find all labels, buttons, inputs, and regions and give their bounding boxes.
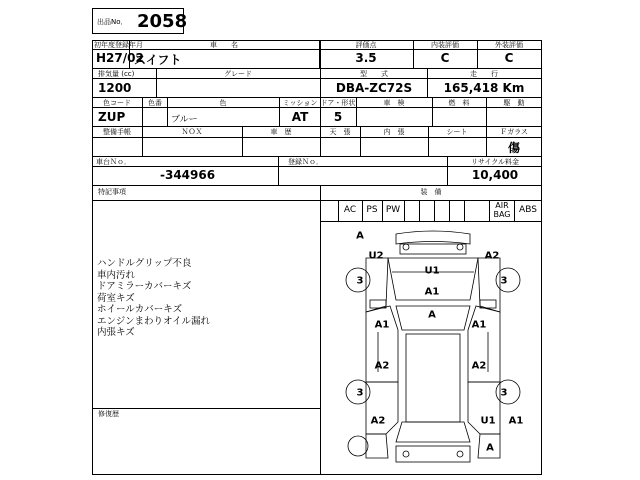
model-value: DBA-ZC72S: [335, 81, 413, 95]
interior-label: 内装評価: [431, 41, 459, 49]
remark-item: ホイールカバーキズ: [97, 304, 183, 315]
first-reg-label: 初年度登録年月: [94, 41, 143, 49]
damage-rear-right-tire: 3: [500, 387, 508, 399]
grade-label: グレード: [224, 70, 252, 78]
score-value: 3.5: [355, 51, 377, 65]
transmission-value: AT: [291, 110, 309, 124]
displacement-label: 排気量 (cc): [98, 70, 135, 78]
car-name-value: スイフト: [134, 53, 182, 67]
remark-item: 荷室キズ: [97, 292, 135, 304]
doors-value: 5: [333, 110, 343, 124]
history-label: 車 歴: [270, 128, 292, 136]
remark-item: 車内汚れ: [97, 269, 136, 281]
recycle-value: 10,400: [471, 168, 519, 182]
remark-item: ハンドルグリップ不良: [97, 258, 192, 269]
damage-rear-left-tire: 3: [356, 387, 364, 399]
nox-label: ＮＯＸ: [181, 128, 203, 136]
score-label: 評価点: [355, 41, 377, 49]
reg-no-label: 登録Ｎｏ．: [288, 158, 323, 166]
interior-value: C: [440, 51, 450, 65]
remark-item: エンジンまわりオイル漏れ: [97, 315, 211, 327]
chassis-value: -344966: [160, 168, 216, 182]
listing-number-box: [92, 8, 188, 34]
color-no-label: 色番: [148, 99, 162, 107]
damage-rear-bumper: A: [486, 442, 494, 454]
equip-abs: ABS: [519, 205, 537, 215]
drive-label: 駆 動: [503, 99, 525, 107]
mileage-value: 165,418 Km: [443, 81, 525, 95]
damage-rear-right-corner: A1: [508, 415, 524, 427]
damage-left-front-corner: U2: [368, 250, 384, 262]
seat-label: シート: [446, 128, 468, 136]
damage-rear-center: U1: [480, 415, 496, 427]
damage-front-right-door: A1: [471, 319, 487, 331]
equipment-label: 装 備: [420, 188, 442, 196]
mileage-label: 走 行: [470, 70, 498, 78]
inspection-label: 車 検: [383, 99, 405, 107]
equip-pw: PW: [385, 205, 401, 215]
damage-front-left-door: A1: [374, 319, 390, 331]
equip-ac: AC: [343, 205, 357, 215]
color-value: ブルー: [171, 115, 198, 125]
exterior-value: C: [504, 51, 514, 65]
fuel-label: 燃 料: [448, 99, 470, 107]
damage-rear-left-door: A2: [374, 360, 390, 372]
car-diagram: [320, 222, 540, 472]
equip-ps: PS: [366, 205, 378, 215]
remark-item: 内張キズ: [97, 327, 135, 338]
damage-hood-lower: A1: [424, 286, 440, 298]
doors-label: ドア・形状: [320, 99, 356, 107]
repair-label: 修復歴: [98, 410, 119, 418]
color-label: 色: [219, 99, 227, 107]
displacement-value: 1200: [98, 81, 132, 95]
damage-rear-right-door: A2: [471, 360, 487, 372]
remarks-label: 特記事項: [98, 188, 126, 196]
damage-front-left-tire: 3: [356, 275, 364, 287]
damage-rear-left-corner: A2: [370, 415, 386, 427]
f-glass-value: 傷: [507, 141, 521, 155]
color-code-value: ZUP: [98, 110, 126, 124]
transmission-label: ミッション: [282, 99, 318, 107]
listing-number-label: 出品No．: [97, 18, 128, 26]
exterior-label: 外装評価: [495, 41, 523, 49]
first-reg-value: H27/02: [96, 51, 144, 65]
chassis-label: 車台Ｎｏ．: [96, 158, 131, 166]
f-glass-label: Ｆガラス: [500, 128, 528, 136]
damage-front-right-tire: 3: [500, 275, 508, 287]
sunroof-label: 天 張: [329, 128, 351, 136]
listing-number: 2058: [137, 11, 188, 32]
manual-label: 整備手帳: [103, 128, 131, 136]
interior-trim-label: 内 張: [383, 128, 405, 136]
damage-hood-upper: U1: [424, 265, 440, 277]
damage-roof: A: [428, 309, 436, 321]
remarks-list: [97, 258, 210, 339]
model-label: 型 式: [360, 70, 388, 78]
damage-right-front-corner: A2: [484, 250, 500, 262]
damage-front-bumper: A: [356, 230, 364, 242]
remark-item: ドアミラーカバーキズ: [97, 281, 192, 292]
equip-airbag: AIR BAG: [493, 201, 511, 219]
color-code-label: 色コード: [103, 99, 131, 107]
car-name-label: 車 名: [210, 41, 238, 49]
recycle-label: リサイクル料金: [470, 158, 520, 166]
